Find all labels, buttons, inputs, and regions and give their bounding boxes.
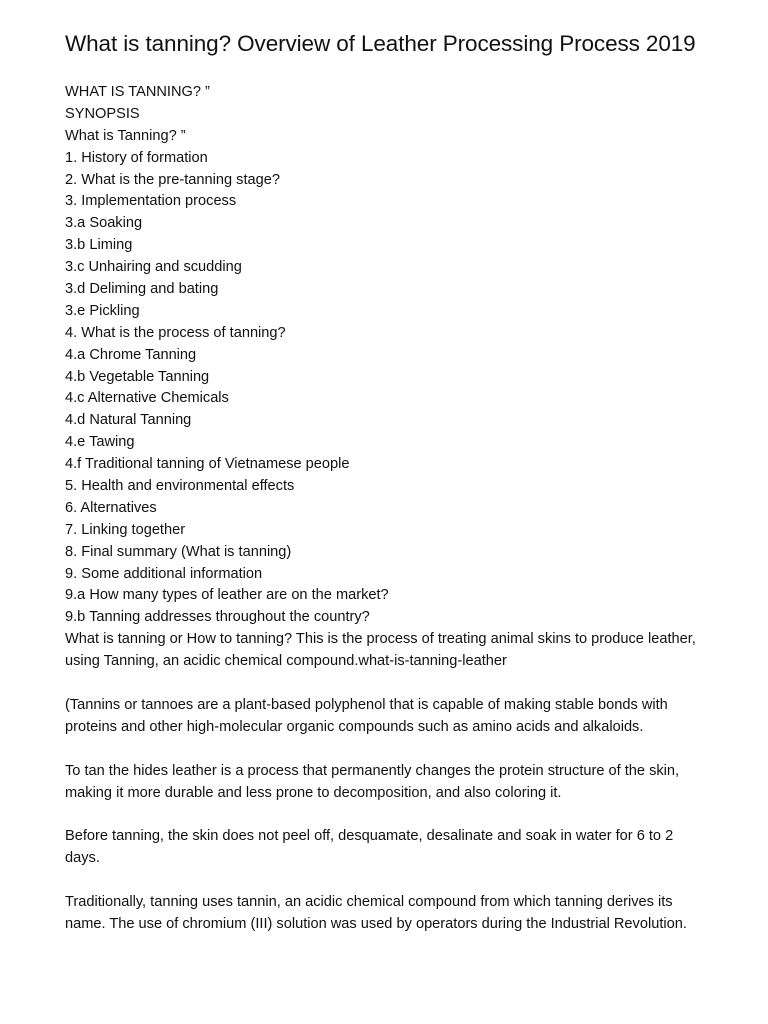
toc-item: 4.b Vegetable Tanning <box>65 368 210 385</box>
toc-item: 1. History of formation <box>65 149 208 166</box>
toc-item: 7. Linking together <box>65 521 186 538</box>
body-paragraph: To tan the hides leather is a process that permanently changes the protein structure of the skin, making it more durable and less prone to decomposition, and also coloring it. <box>65 762 680 801</box>
toc-item: 5. Health and environmental effects <box>65 478 295 495</box>
body-paragraph: (Tannins or tannoes are a plant-based polyphenol that is capable of making stable bonds with proteins and other high-molecular organic compounds such as amino acids and alkaloids. <box>65 696 668 735</box>
toc-item: 9. Some additional information <box>65 565 263 582</box>
toc-item: 4. What is the process of tanning? <box>65 324 286 341</box>
toc-item: 3.a Soaking <box>65 215 143 232</box>
toc-item: 9.b Tanning addresses throughout the country? <box>65 609 370 626</box>
toc-item: 9.a How many types of leather are on the market? <box>65 587 389 604</box>
toc-item: 8. Final summary (What is tanning) <box>65 543 292 560</box>
toc-item: 4.e Tawing <box>65 434 135 451</box>
body-paragraph: Before tanning, the skin does not peel off, desquamate, desalinate and soak in water for 6 to 2 days. <box>65 828 674 867</box>
toc-item: 4.d Natural Tanning <box>65 412 192 429</box>
document-title: What is tanning? Overview of Leather Processing Process 2019 <box>65 31 696 56</box>
toc-item: SYNOPSIS <box>65 105 140 122</box>
toc-item: WHAT IS TANNING? ” <box>65 84 210 100</box>
toc-item: 3.e Pickling <box>65 302 140 319</box>
table-of-contents <box>65 82 705 629</box>
toc-item: 2. What is the pre-tanning stage? <box>65 171 280 188</box>
toc-item: 3. Implementation process <box>65 193 237 210</box>
body-paragraph: What is tanning or How to tanning? This is the process of treating animal skins to produce leather, using Tanning, an acidic chemical compound.what-is-tanning-leather <box>65 631 696 670</box>
toc-item: 4.a Chrome Tanning <box>65 346 197 363</box>
toc-item: 4.c Alternative Chemicals <box>65 390 229 407</box>
toc-item: 4.f Traditional tanning of Vietnamese people <box>65 456 350 473</box>
document-page <box>65 32 705 958</box>
toc-item: 3.b Liming <box>65 237 133 254</box>
toc-item: 3.c Unhairing and scudding <box>65 259 242 276</box>
toc-item: What is Tanning? ” <box>65 127 186 144</box>
body-paragraph: Traditionally, tanning uses tannin, an acidic chemical compound from which tanning derives its name. The use of chromium (III) solution was used by operators during the Industrial Revolution. <box>65 894 687 932</box>
toc-item: 3.d Deliming and bating <box>65 281 219 298</box>
toc-item: 6. Alternatives <box>65 499 157 516</box>
